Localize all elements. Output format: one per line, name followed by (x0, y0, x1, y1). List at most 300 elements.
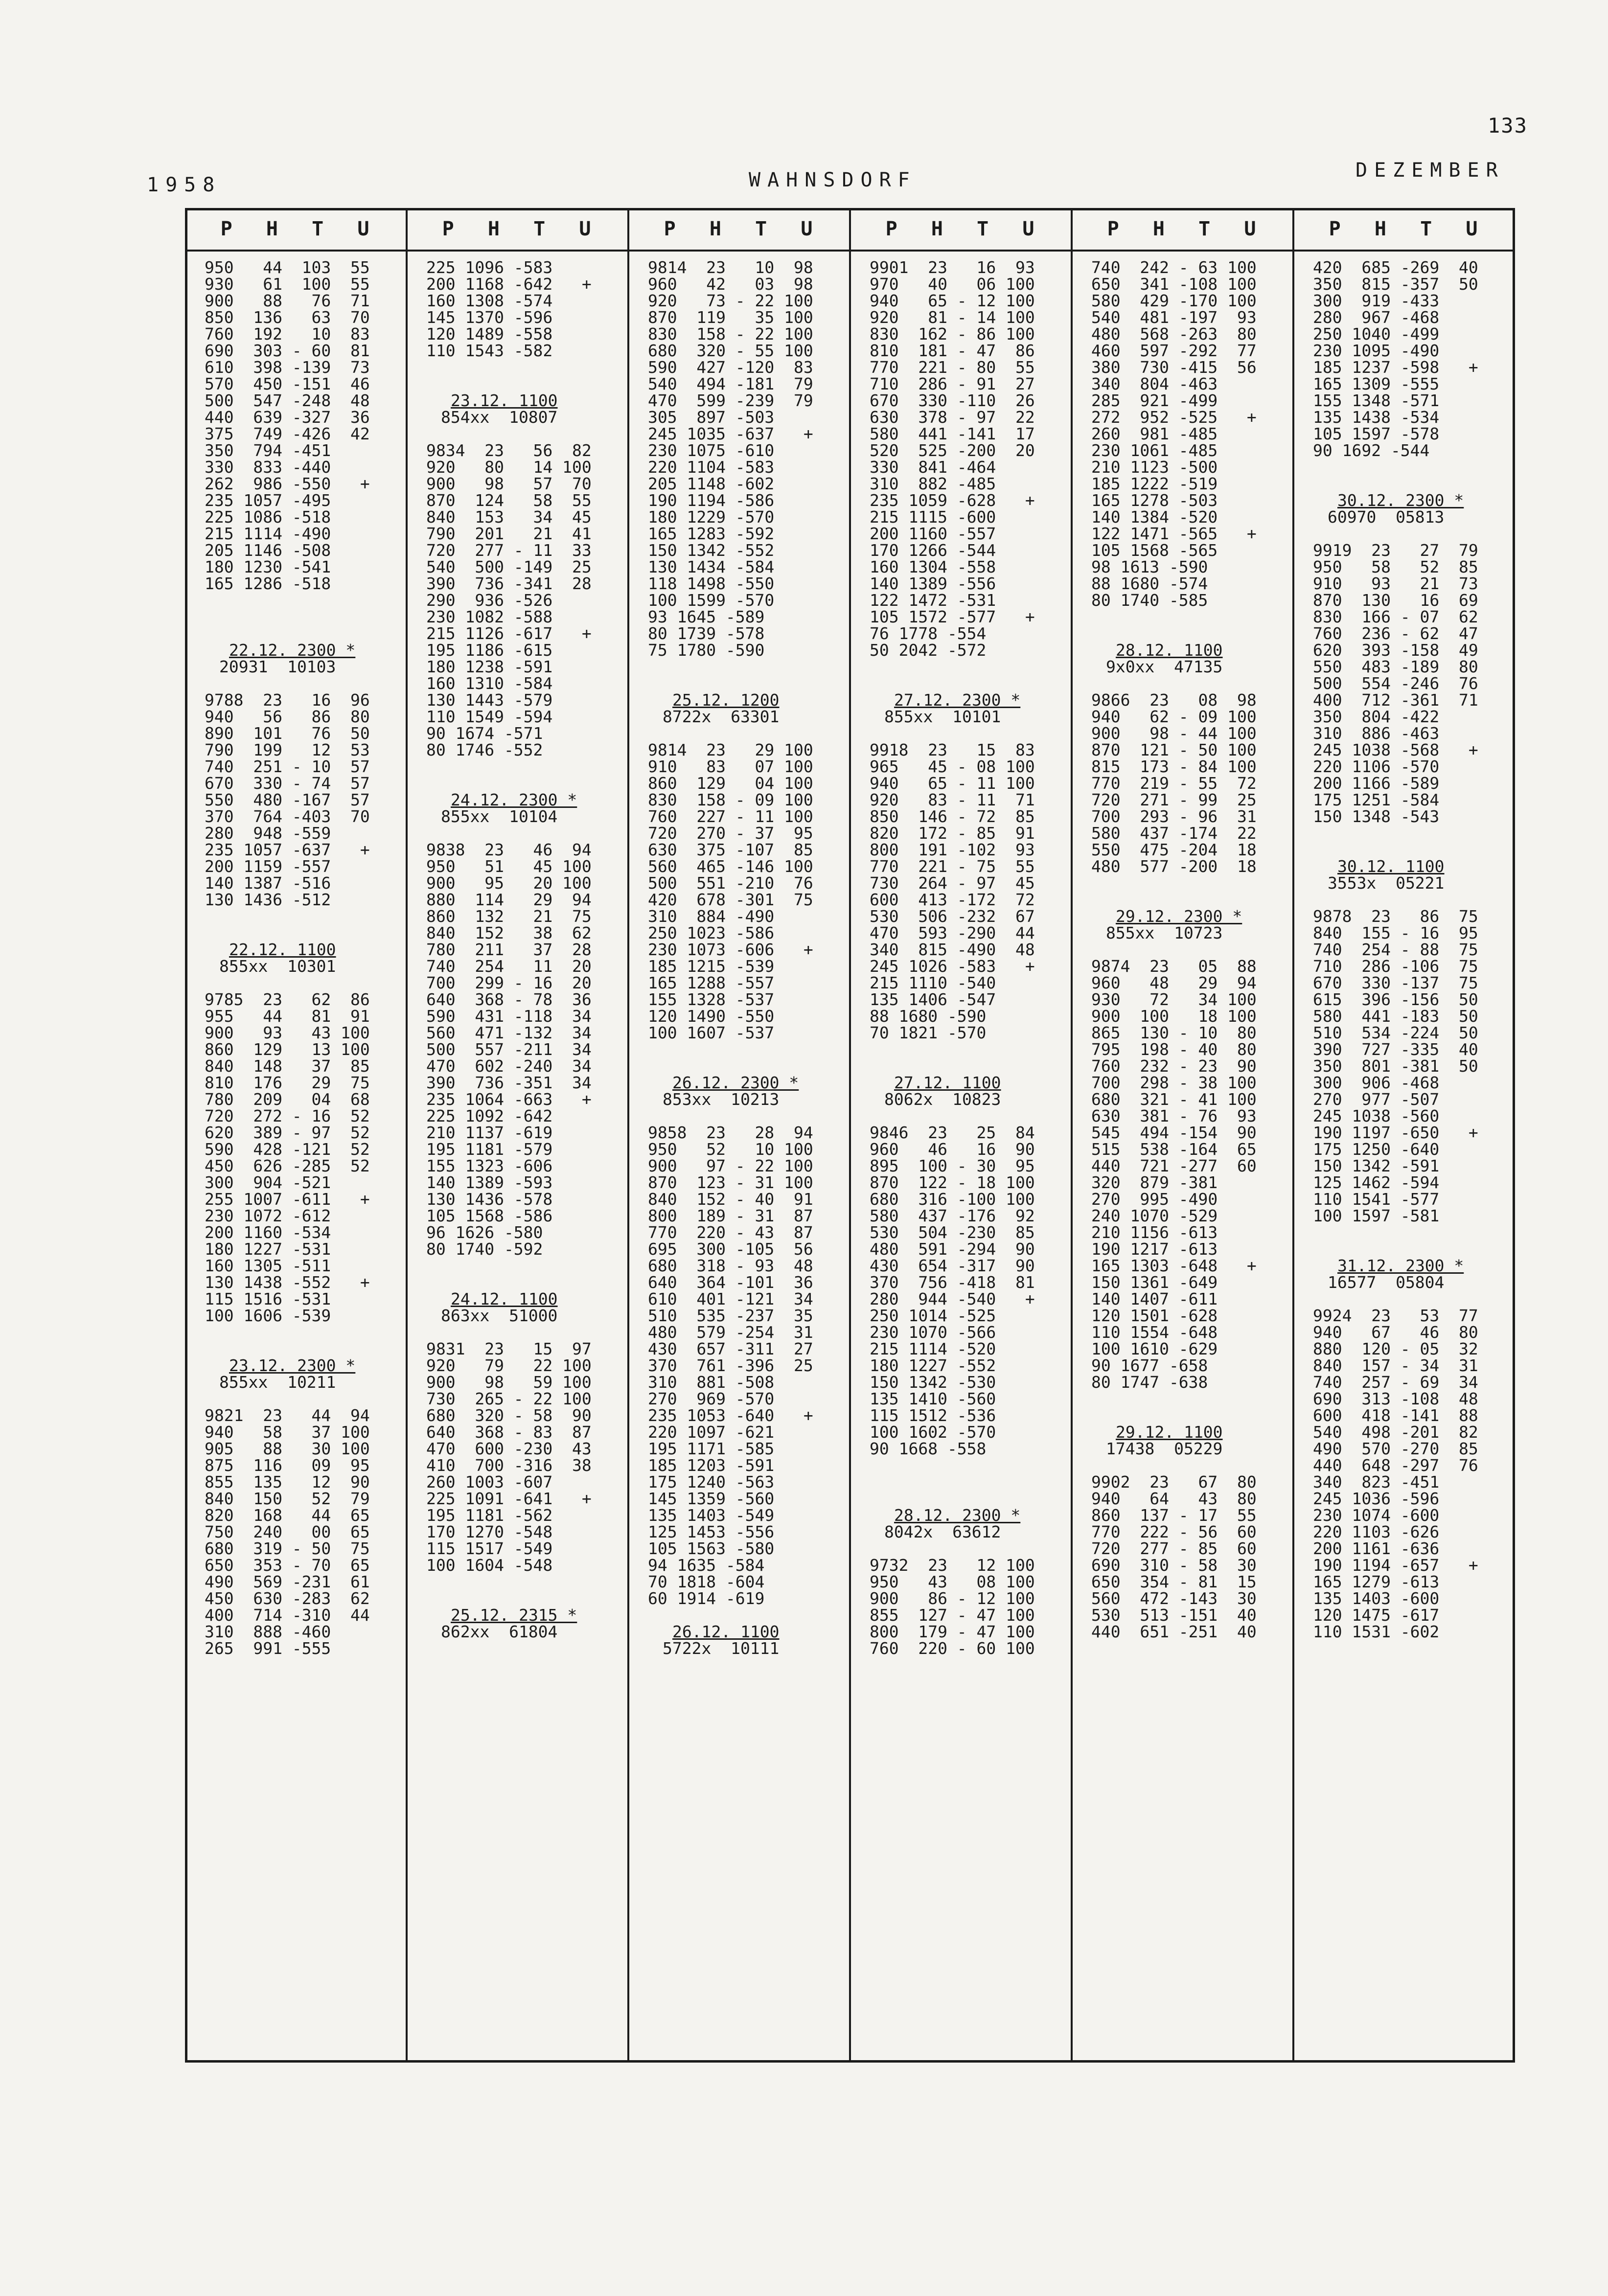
sounding-code: 16577 05804 (1328, 1273, 1445, 1292)
spacer (1091, 892, 1288, 908)
spacer (870, 1108, 1067, 1125)
spacer (870, 1041, 1067, 1058)
data-row: 840 153 34 45 (426, 507, 592, 527)
data-row: 540 494 -181 79 (648, 374, 813, 393)
data-row: 580 437 -176 92 (870, 1206, 1035, 1225)
data-row: 720 272 - 16 52 (205, 1106, 370, 1125)
data-row: 165 1279 -613 (1313, 1572, 1440, 1591)
sounding-date-time: 24.12. 2300 * (451, 790, 577, 809)
data-row: 930 61 100 55 (205, 275, 370, 294)
table-column-1 (185, 208, 407, 2063)
column-divider (406, 208, 408, 2063)
data-row: 135 1406 -547 (870, 990, 996, 1009)
spacer (648, 1058, 845, 1075)
data-row: 210 1123 -500 (1091, 458, 1218, 477)
data-row: 700 293 - 96 31 (1091, 807, 1257, 826)
data-row: 870 130 16 69 (1313, 591, 1478, 610)
data-row: 900 88 76 71 (205, 291, 370, 310)
data-row: 540 498 -201 82 (1313, 1423, 1478, 1442)
data-row: 185 1222 -519 (1091, 474, 1218, 493)
sounding-code: 862xx 61804 (441, 1622, 558, 1641)
data-row: 710 286 -106 75 (1313, 957, 1478, 976)
data-row: 830 162 - 86 100 (870, 324, 1035, 344)
data-row: 470 602 -240 34 (426, 1056, 592, 1076)
data-row: 320 879 -381 (1091, 1173, 1218, 1192)
data-row: 130 1434 -584 (648, 557, 775, 576)
data-row: 262 986 -550 + (205, 474, 370, 493)
data-row: 560 471 -132 34 (426, 1023, 592, 1042)
data-row: 430 654 -317 90 (870, 1256, 1035, 1275)
data-row: 840 152 38 62 (426, 923, 592, 942)
data-row: 235 1064 -663 + (426, 1090, 592, 1109)
data-row: 230 1070 -566 (870, 1323, 996, 1342)
column-header (1293, 208, 1515, 250)
data-row: 650 354 - 81 15 (1091, 1572, 1257, 1591)
data-row: 180 1227 -531 (205, 1240, 331, 1259)
data-row: 840 155 - 16 95 (1313, 923, 1478, 942)
data-row: 810 176 29 75 (205, 1073, 370, 1092)
data-row: 795 198 - 40 80 (1091, 1040, 1257, 1059)
data-row: 135 1403 -600 (1313, 1589, 1440, 1608)
data-row: 770 222 - 56 60 (1091, 1522, 1257, 1541)
data-row: 220 1104 -583 (648, 458, 775, 477)
data-row: 900 93 43 100 (205, 1023, 370, 1042)
column-header-label: T (977, 217, 991, 240)
sounding-code: 855xx 10211 (219, 1373, 336, 1392)
sounding-code: 17438 05229 (1106, 1439, 1223, 1458)
data-row: 118 1498 -550 (648, 574, 775, 593)
data-row: 165 1309 -555 (1313, 374, 1440, 393)
data-row: 940 58 37 100 (205, 1423, 370, 1442)
data-row: 440 721 -277 60 (1091, 1156, 1257, 1175)
sounding-date-time: 22.12. 1100 (229, 940, 336, 959)
data-row: 600 418 -141 88 (1313, 1406, 1478, 1425)
data-row: 895 100 - 30 95 (870, 1156, 1035, 1175)
data-row: 480 591 -294 90 (870, 1240, 1035, 1259)
data-row: 245 1026 -583 + (870, 957, 1035, 976)
data-row: 410 700 -316 38 (426, 1456, 592, 1475)
column-header-label: T (312, 217, 326, 240)
data-row: 800 191 -102 93 (870, 840, 1035, 859)
spacer (648, 659, 845, 675)
data-row: 9788 23 16 96 (205, 690, 370, 710)
data-row: 540 481 -197 93 (1091, 308, 1257, 327)
data-row: 235 1057 -495 (205, 491, 331, 510)
data-row: 700 299 - 16 20 (426, 973, 592, 992)
data-row: 570 450 -151 46 (205, 374, 370, 393)
data-row: 540 500 -149 25 (426, 557, 592, 576)
data-row: 920 79 22 100 (426, 1356, 592, 1375)
data-row: 710 286 - 91 27 (870, 374, 1035, 393)
table-column-6 (1293, 208, 1515, 2063)
data-row: 500 554 -246 76 (1313, 674, 1478, 693)
data-row: 175 1240 -563 (648, 1472, 775, 1492)
data-row: 350 801 -381 50 (1313, 1056, 1478, 1076)
sounding-code: 855xx 10301 (219, 957, 336, 976)
data-row: 225 1091 -641 + (426, 1489, 592, 1508)
data-row: 122 1472 -531 (870, 591, 996, 610)
data-row: 220 1097 -621 (648, 1423, 775, 1442)
sounding-code: 3553x 05221 (1328, 873, 1445, 893)
spacer (1313, 1224, 1510, 1241)
data-row: 370 764 -403 70 (205, 807, 370, 826)
data-row: 310 882 -485 (870, 474, 996, 493)
data-row: 9834 23 56 82 (426, 441, 592, 460)
data-row: 140 1384 -520 (1091, 507, 1218, 527)
data-row: 860 129 13 100 (205, 1040, 370, 1059)
sounding-code: 863xx 51000 (441, 1306, 558, 1325)
data-row: 670 330 - 74 57 (205, 774, 370, 793)
data-row: 760 220 - 60 100 (870, 1639, 1035, 1658)
data-row: 590 428 -121 52 (205, 1140, 370, 1159)
column-header-label: P (1107, 217, 1121, 240)
data-row: 900 98 57 70 (426, 474, 592, 493)
spacer (426, 758, 623, 775)
data-row: 520 525 -200 20 (870, 441, 1035, 460)
data-row: 340 804 -463 (1091, 374, 1218, 393)
data-row: 180 1238 -591 (426, 657, 553, 676)
data-row: 120 1489 -558 (426, 324, 553, 344)
spacer (205, 908, 402, 925)
data-row: 690 313 -108 48 (1313, 1389, 1478, 1408)
data-row: 940 65 - 11 100 (870, 774, 1035, 793)
data-row: 160 1310 -584 (426, 674, 553, 693)
data-row: 640 364 -101 36 (648, 1273, 813, 1292)
sounding-date-time: 31.12. 2300 * (1337, 1256, 1464, 1275)
column-divider (1292, 208, 1294, 2063)
data-row: 75 1780 -590 (648, 641, 765, 660)
column-entries (870, 259, 1067, 1657)
spacer (205, 609, 402, 625)
data-row: 580 441 -183 50 (1313, 1007, 1478, 1026)
data-row: 900 98 59 100 (426, 1373, 592, 1392)
data-row: 970 40 06 100 (870, 275, 1035, 294)
data-row: 140 1387 -516 (205, 873, 331, 893)
data-row: 80 1740 -592 (426, 1240, 543, 1259)
sounding-code: 20931 10103 (219, 657, 336, 676)
data-row: 235 1053 -640 + (648, 1406, 813, 1425)
spacer (648, 675, 845, 692)
data-row: 210 1137 -619 (426, 1123, 553, 1142)
column-header-label: P (1329, 217, 1343, 240)
data-row: 90 1674 -571 (426, 724, 543, 743)
data-row: 122 1471 -565 + (1091, 524, 1257, 543)
data-row: 680 320 - 55 100 (648, 341, 813, 360)
sounding-date-time: 28.12. 1100 (1116, 641, 1223, 660)
spacer (1091, 675, 1288, 692)
data-row: 770 221 - 80 55 (870, 358, 1035, 377)
spacer (205, 592, 402, 609)
data-row: 890 101 76 50 (205, 724, 370, 743)
column-header (407, 208, 628, 250)
data-row: 840 157 - 34 31 (1313, 1356, 1478, 1375)
data-row: 545 494 -154 90 (1091, 1123, 1257, 1142)
data-row: 230 1072 -612 (205, 1206, 331, 1225)
data-row: 680 316 -100 100 (870, 1190, 1035, 1209)
data-row: 620 393 -158 49 (1313, 641, 1478, 660)
data-row: 900 100 18 100 (1091, 1007, 1257, 1026)
data-row: 900 97 - 22 100 (648, 1156, 813, 1175)
data-row: 135 1410 -560 (870, 1389, 996, 1408)
data-row: 680 319 - 50 75 (205, 1539, 370, 1558)
data-row: 94 1635 -584 (648, 1556, 765, 1575)
data-row: 720 277 - 11 33 (426, 541, 592, 560)
spacer (1091, 1391, 1288, 1407)
data-row: 630 378 - 97 22 (870, 408, 1035, 427)
data-row: 900 98 - 44 100 (1091, 724, 1257, 743)
data-row: 390 727 -335 40 (1313, 1040, 1478, 1059)
data-row: 9874 23 05 88 (1091, 957, 1257, 976)
data-row: 375 749 -426 42 (205, 424, 370, 443)
data-row: 470 599 -239 79 (648, 391, 813, 410)
data-row: 870 123 - 31 100 (648, 1173, 813, 1192)
data-row: 245 1036 -596 (1313, 1489, 1440, 1508)
data-row: 125 1453 -556 (648, 1522, 775, 1541)
sounding-date-time: 30.12. 2300 * (1337, 491, 1464, 510)
data-row: 840 150 52 79 (205, 1489, 370, 1508)
data-row: 9814 23 29 100 (648, 740, 813, 759)
data-row: 255 1007 -611 + (205, 1190, 370, 1209)
data-row: 280 967 -468 (1313, 308, 1440, 327)
data-row: 180 1229 -570 (648, 507, 775, 527)
spacer (205, 1324, 402, 1341)
data-row: 210 1156 -613 (1091, 1223, 1218, 1242)
sounding-date-time: 25.12. 2315 * (451, 1606, 577, 1625)
data-row: 960 42 03 98 (648, 275, 813, 294)
data-row: 155 1328 -537 (648, 990, 775, 1009)
column-header (850, 208, 1072, 250)
sounding-date-time: 22.12. 2300 * (229, 641, 356, 660)
column-entries (648, 259, 845, 1657)
column-header-label: P (885, 217, 899, 240)
column-header-label: U (1466, 217, 1480, 240)
data-row: 100 1599 -570 (648, 591, 775, 610)
data-row: 270 977 -507 (1313, 1090, 1440, 1109)
spacer (426, 426, 623, 442)
data-row: 855 127 - 47 100 (870, 1606, 1035, 1625)
spacer (205, 1391, 402, 1407)
data-row: 300 906 -468 (1313, 1073, 1440, 1092)
data-row: 510 534 -224 50 (1313, 1023, 1478, 1042)
data-row: 480 568 -263 80 (1091, 324, 1257, 344)
spacer (426, 376, 623, 392)
data-row: 640 368 - 83 87 (426, 1423, 592, 1442)
data-row: 730 264 - 97 45 (870, 873, 1035, 893)
data-row: 330 841 -464 (870, 458, 996, 477)
data-row: 205 1146 -508 (205, 541, 331, 560)
data-row: 780 211 37 28 (426, 940, 592, 959)
data-row: 110 1541 -577 (1313, 1190, 1440, 1209)
data-row: 870 124 58 55 (426, 491, 592, 510)
year-label: 1958 (147, 174, 222, 196)
data-row: 840 148 37 85 (205, 1056, 370, 1076)
sounding-code: 855xx 10723 (1106, 923, 1223, 942)
column-header-label: H (1152, 217, 1167, 240)
data-row: 580 437 -174 22 (1091, 824, 1257, 843)
data-row: 185 1215 -539 (648, 957, 775, 976)
spacer (426, 775, 623, 792)
data-row: 740 254 11 20 (426, 957, 592, 976)
data-row: 400 714 -310 44 (205, 1606, 370, 1625)
data-row: 165 1283 -592 (648, 524, 775, 543)
data-row: 160 1308 -574 (426, 291, 553, 310)
data-row: 940 65 - 12 100 (870, 291, 1035, 310)
data-row: 120 1475 -617 (1313, 1606, 1440, 1625)
data-row: 450 630 -283 62 (205, 1589, 370, 1608)
table-column-3 (628, 208, 850, 2063)
spacer (1313, 476, 1510, 492)
data-row: 850 146 - 72 85 (870, 807, 1035, 826)
data-row: 640 368 - 78 36 (426, 990, 592, 1009)
data-row: 910 83 07 100 (648, 757, 813, 776)
data-row: 225 1086 -518 (205, 507, 331, 527)
spacer (648, 1607, 845, 1624)
data-row: 550 483 -189 80 (1313, 657, 1478, 676)
data-row: 350 815 -357 50 (1313, 275, 1478, 294)
data-row: 870 119 35 100 (648, 308, 813, 327)
data-row: 310 881 -508 (648, 1373, 775, 1392)
data-row: 9732 23 12 100 (870, 1556, 1035, 1575)
data-row: 300 919 -433 (1313, 291, 1440, 310)
data-row: 155 1348 -571 (1313, 391, 1440, 410)
spacer (1313, 825, 1510, 842)
data-row: 9814 23 10 98 (648, 258, 813, 277)
data-row: 440 651 -251 40 (1091, 1622, 1257, 1641)
station-name: WAHNSDORF (749, 169, 917, 191)
data-row: 240 1070 -529 (1091, 1206, 1218, 1225)
data-row: 400 712 -361 71 (1313, 690, 1478, 710)
sounding-date-time: 26.12. 1100 (672, 1622, 780, 1641)
data-row: 100 1610 -629 (1091, 1339, 1218, 1358)
data-row: 9831 23 15 97 (426, 1339, 592, 1358)
column-entries (426, 259, 623, 1640)
data-row: 225 1096 -583 (426, 258, 553, 277)
column-header-label: H (931, 217, 945, 240)
data-row: 80 1747 -638 (1091, 1373, 1208, 1392)
spacer (870, 1058, 1067, 1075)
sounding-date-time: 26.12. 2300 * (672, 1073, 799, 1092)
data-row: 130 1436 -512 (205, 890, 331, 909)
data-row: 60 1914 -619 (648, 1589, 765, 1608)
data-row: 185 1203 -591 (648, 1456, 775, 1475)
data-row: 115 1516 -531 (205, 1289, 331, 1309)
column-entries (1091, 259, 1288, 1640)
data-row: 290 936 -526 (426, 591, 553, 610)
data-row: 680 320 - 58 90 (426, 1406, 592, 1425)
data-row: 610 401 -121 34 (648, 1289, 813, 1309)
spacer (1091, 625, 1288, 642)
data-row: 740 254 - 88 75 (1313, 940, 1478, 959)
data-row: 370 756 -418 81 (870, 1273, 1035, 1292)
data-row: 720 271 - 99 25 (1091, 790, 1257, 809)
spacer (870, 675, 1067, 692)
data-row: 9821 23 44 94 (205, 1406, 370, 1425)
data-row: 70 1821 -570 (870, 1023, 987, 1042)
data-row: 830 158 - 09 100 (648, 790, 813, 809)
data-row: 195 1186 -615 (426, 641, 553, 660)
data-row: 215 1114 -490 (205, 524, 331, 543)
sounding-code: 60970 05813 (1328, 507, 1445, 527)
data-row: 150 1342 -591 (1313, 1156, 1440, 1175)
data-row: 100 1607 -537 (648, 1023, 775, 1042)
data-row: 500 557 -211 34 (426, 1040, 592, 1059)
data-row: 905 88 30 100 (205, 1439, 370, 1458)
data-row: 670 330 -137 75 (1313, 973, 1478, 992)
data-row: 9846 23 25 84 (870, 1123, 1035, 1142)
data-row: 950 51 45 100 (426, 857, 592, 876)
data-row: 200 1160 -534 (205, 1223, 331, 1242)
data-row: 390 736 -341 28 (426, 574, 592, 593)
data-row: 70 1818 -604 (648, 1572, 765, 1591)
data-row: 245 1035 -637 + (648, 424, 813, 443)
data-row: 460 597 -292 77 (1091, 341, 1257, 360)
data-row: 850 136 63 70 (205, 308, 370, 327)
data-row: 190 1197 -650 + (1313, 1123, 1478, 1142)
data-row: 600 413 -172 72 (870, 890, 1035, 909)
sounding-date-time: 30.12. 1100 (1337, 857, 1445, 876)
data-row: 940 62 - 09 100 (1091, 707, 1257, 726)
data-row: 790 199 12 53 (205, 740, 370, 759)
data-row: 820 172 - 85 91 (870, 824, 1035, 843)
data-row: 950 44 103 55 (205, 258, 370, 277)
data-row: 260 1003 -607 (426, 1472, 553, 1492)
data-row: 200 1166 -589 (1313, 774, 1440, 793)
data-row: 280 948 -559 (205, 824, 331, 843)
data-row: 720 277 - 85 60 (1091, 1539, 1257, 1558)
data-row: 9918 23 15 83 (870, 740, 1035, 759)
column-header-label: T (755, 217, 769, 240)
data-row: 860 129 04 100 (648, 774, 813, 793)
data-row: 110 1549 -594 (426, 707, 553, 726)
data-row: 615 396 -156 50 (1313, 990, 1478, 1009)
data-row: 515 538 -164 65 (1091, 1140, 1257, 1159)
data-row: 140 1389 -556 (870, 574, 996, 593)
sounding-code: 855xx 10101 (884, 707, 1001, 726)
data-row: 580 441 -141 17 (870, 424, 1035, 443)
column-entries (1313, 259, 1510, 1640)
column-entries (205, 259, 402, 1657)
data-row: 760 236 - 62 47 (1313, 624, 1478, 643)
data-row: 720 270 - 37 95 (648, 824, 813, 843)
spacer (870, 1474, 1067, 1491)
data-row: 270 969 -570 (648, 1389, 775, 1408)
data-row: 88 1680 -574 (1091, 574, 1208, 593)
data-row: 230 1095 -490 (1313, 341, 1440, 360)
data-row: 875 116 09 95 (205, 1456, 370, 1475)
spacer (426, 1574, 623, 1590)
data-row: 93 1645 -589 (648, 607, 765, 626)
spacer (1313, 1241, 1510, 1258)
data-row: 105 1568 -565 (1091, 541, 1218, 560)
data-row: 9785 23 62 86 (205, 990, 370, 1009)
data-row: 920 80 14 100 (426, 458, 592, 477)
data-row: 120 1501 -628 (1091, 1306, 1218, 1325)
data-row: 650 353 - 70 65 (205, 1556, 370, 1575)
data-row: 810 181 - 47 86 (870, 341, 1035, 360)
data-row: 195 1181 -579 (426, 1140, 553, 1159)
data-row: 450 626 -285 52 (205, 1156, 370, 1175)
sounding-code: 9x0xx 47135 (1106, 657, 1223, 676)
data-row: 9919 23 27 79 (1313, 541, 1478, 560)
data-row: 830 158 - 22 100 (648, 324, 813, 344)
sounding-code: 8042x 63612 (884, 1522, 1001, 1541)
sounding-date-time: 25.12. 1200 (672, 690, 780, 710)
data-row: 800 189 - 31 87 (648, 1206, 813, 1225)
data-row: 195 1181 -562 (426, 1506, 553, 1525)
data-row: 390 736 -351 34 (426, 1073, 592, 1092)
data-row: 860 132 21 75 (426, 907, 592, 926)
data-row: 80 1739 -578 (648, 624, 765, 643)
